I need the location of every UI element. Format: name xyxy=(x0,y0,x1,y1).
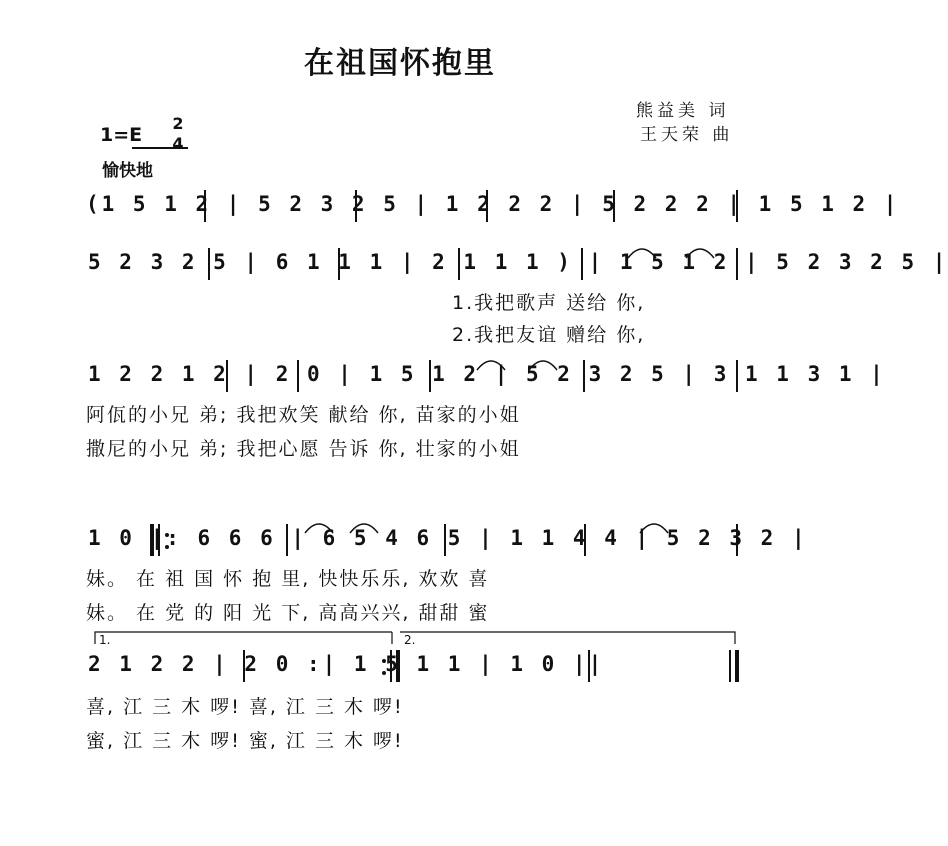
row2-lyric-2: 2.我把友谊 赠给 你, xyxy=(452,324,646,346)
row4-lyric-2: 妹。 在 党 的 阳 光 下, 高高兴兴, 甜甜 蜜 xyxy=(86,602,490,624)
volta-1-label: 1. xyxy=(99,633,111,647)
row3-lyric-1: 阿佤的小兄 弟; 我把欢笑 献给 你, 苗家的小姐 xyxy=(86,404,521,426)
time-signature-top: 2 xyxy=(172,114,184,133)
tempo-marking: 愉快地 xyxy=(102,161,153,181)
composer-credit: 王天荣 曲 xyxy=(640,125,734,145)
row3-notes: 1 2 2 1 2 | 2 0 | 1 5 1 2 | 5 2 3 2 5 | 3 1 1 3 1 | xyxy=(88,362,886,386)
row4-lyric-1: 妹。 在 祖 国 怀 抱 里, 快快乐乐, 欢欢 喜 xyxy=(86,568,490,590)
row5-lyric-1: 喜, 江 三 木 啰! 喜, 江 三 木 啰! xyxy=(86,696,404,718)
row2-lyric-1: 1.我把歌声 送给 你, xyxy=(452,292,646,314)
row2-notes: 5 2 3 2 5 | 6 1 1 1 | 2 1 1 1 ) | 1 5 1 2 | 5 2 3 2 5 | xyxy=(88,250,948,274)
volta-2-label: 2. xyxy=(404,633,416,647)
row5-notes: 2 1 2 2 | 2 0 :| 1 5 1 1 | 1 0 || xyxy=(88,652,605,676)
song-title: 在祖国怀抱里 xyxy=(304,46,496,81)
row1-notes: (1 5 1 2 | 5 2 3 2 5 | 1 2 2 2 | 5 2 2 2 | 1 5 1 2 | xyxy=(86,192,900,216)
row3-lyric-2: 撒尼的小兄 弟; 我把心愿 告诉 你, 壮家的小姐 xyxy=(86,438,521,460)
time-signature-bottom: 4 xyxy=(172,134,184,153)
key-signature: 1=E xyxy=(100,124,143,146)
lyricist-credit: 熊益美 词 xyxy=(636,101,730,121)
row4-notes: 1 0 |: 6 6 6 | 6 5 4 6 5 | 1 1 4 4 | 5 2 3 2 | xyxy=(88,526,808,550)
row5-lyric-2: 蜜, 江 三 木 啰! 蜜, 江 三 木 啰! xyxy=(86,730,404,752)
